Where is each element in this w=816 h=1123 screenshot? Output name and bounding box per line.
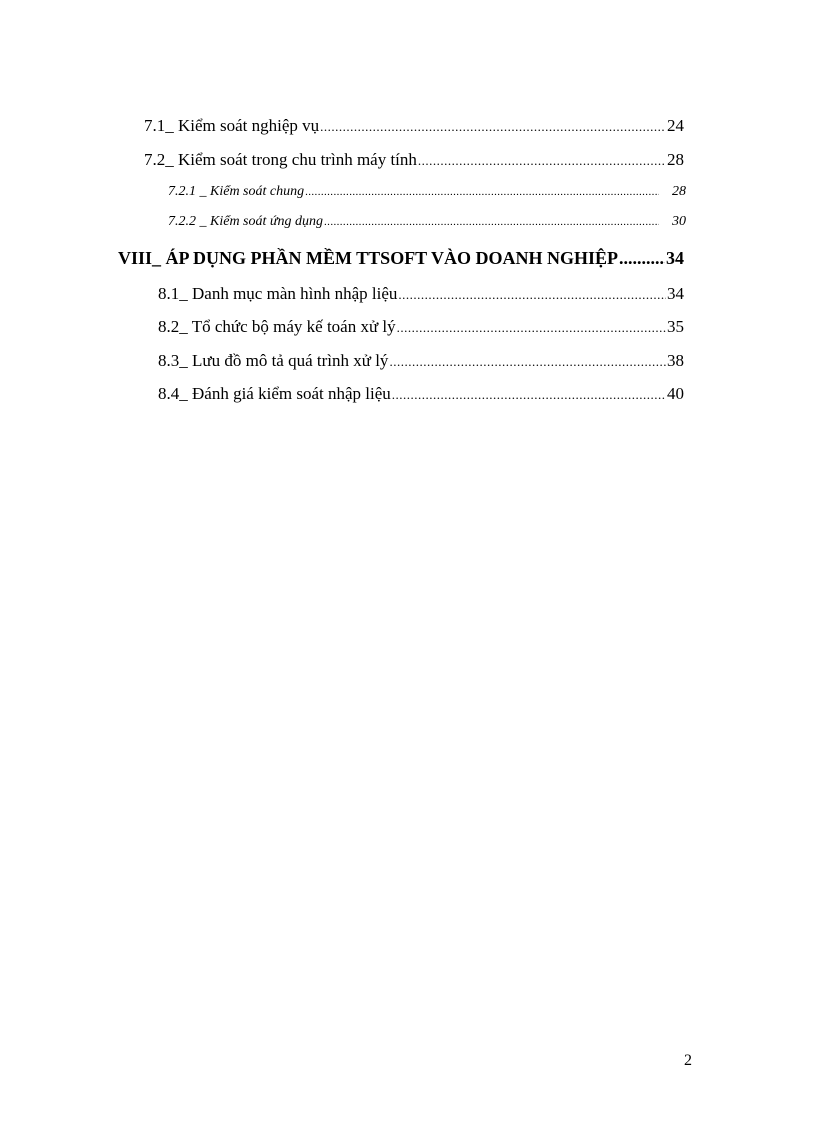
toc-entry-page: 34 (667, 284, 684, 303)
toc-entry-chapter (118, 248, 684, 269)
toc-entry-label: 7.2_ Kiểm soát trong chu trình máy tính (144, 150, 417, 169)
toc-entry-label: 8.1_ Danh mục màn hình nhập liệu (158, 284, 398, 303)
toc-leader-dots (389, 354, 666, 370)
toc-entry-page: 34 (666, 248, 684, 268)
toc-entry-page: 30 (672, 214, 686, 229)
toc-entry-page: 40 (667, 384, 684, 403)
toc-entry-page: 35 (667, 317, 684, 336)
toc-entry-label: 7.2.2 _ Kiểm soát ứng dụng (168, 214, 324, 229)
toc-entry-page: 38 (667, 351, 684, 370)
toc-leader-dots (324, 216, 659, 228)
toc-leader-dots (392, 387, 666, 403)
toc-entry-label: 7.2.1 _ Kiểm soát chung (168, 184, 305, 199)
toc-entry (158, 284, 684, 304)
toc-entry (158, 351, 684, 371)
toc-entry (144, 150, 684, 170)
toc-entry-label: 7.1_ Kiểm soát nghiệp vụ (144, 116, 320, 135)
toc-entry-label: 8.3_ Lưu đồ mô tả quá trình xử lý (158, 351, 389, 370)
page-number: 2 (684, 1052, 692, 1069)
toc-entry-label: 8.4_ Đánh giá kiểm soát nhập liệu (158, 384, 391, 403)
toc-leader-dots (398, 287, 666, 303)
toc-entry-page: 28 (667, 150, 684, 169)
toc-entry (158, 317, 684, 337)
toc-leader-dots (397, 320, 666, 336)
toc-entry-page: 24 (667, 116, 684, 135)
toc-entry-label: VIII_ ÁP DỤNG PHẦN MỀM TTSOFT VÀO DOANH NGHIỆP (118, 248, 619, 268)
toc-leader-dots (619, 248, 665, 269)
toc-entry (168, 184, 686, 200)
toc-entry-page: 28 (672, 184, 686, 199)
toc-entry (144, 116, 684, 136)
toc-leader-dots (320, 119, 666, 135)
toc-entry (158, 384, 684, 404)
toc-leader-dots (418, 153, 666, 169)
toc-leader-dots (305, 186, 659, 198)
toc-entry (168, 214, 686, 230)
toc-entry-label: 8.2_ Tổ chức bộ máy kế toán xử lý (158, 317, 396, 336)
